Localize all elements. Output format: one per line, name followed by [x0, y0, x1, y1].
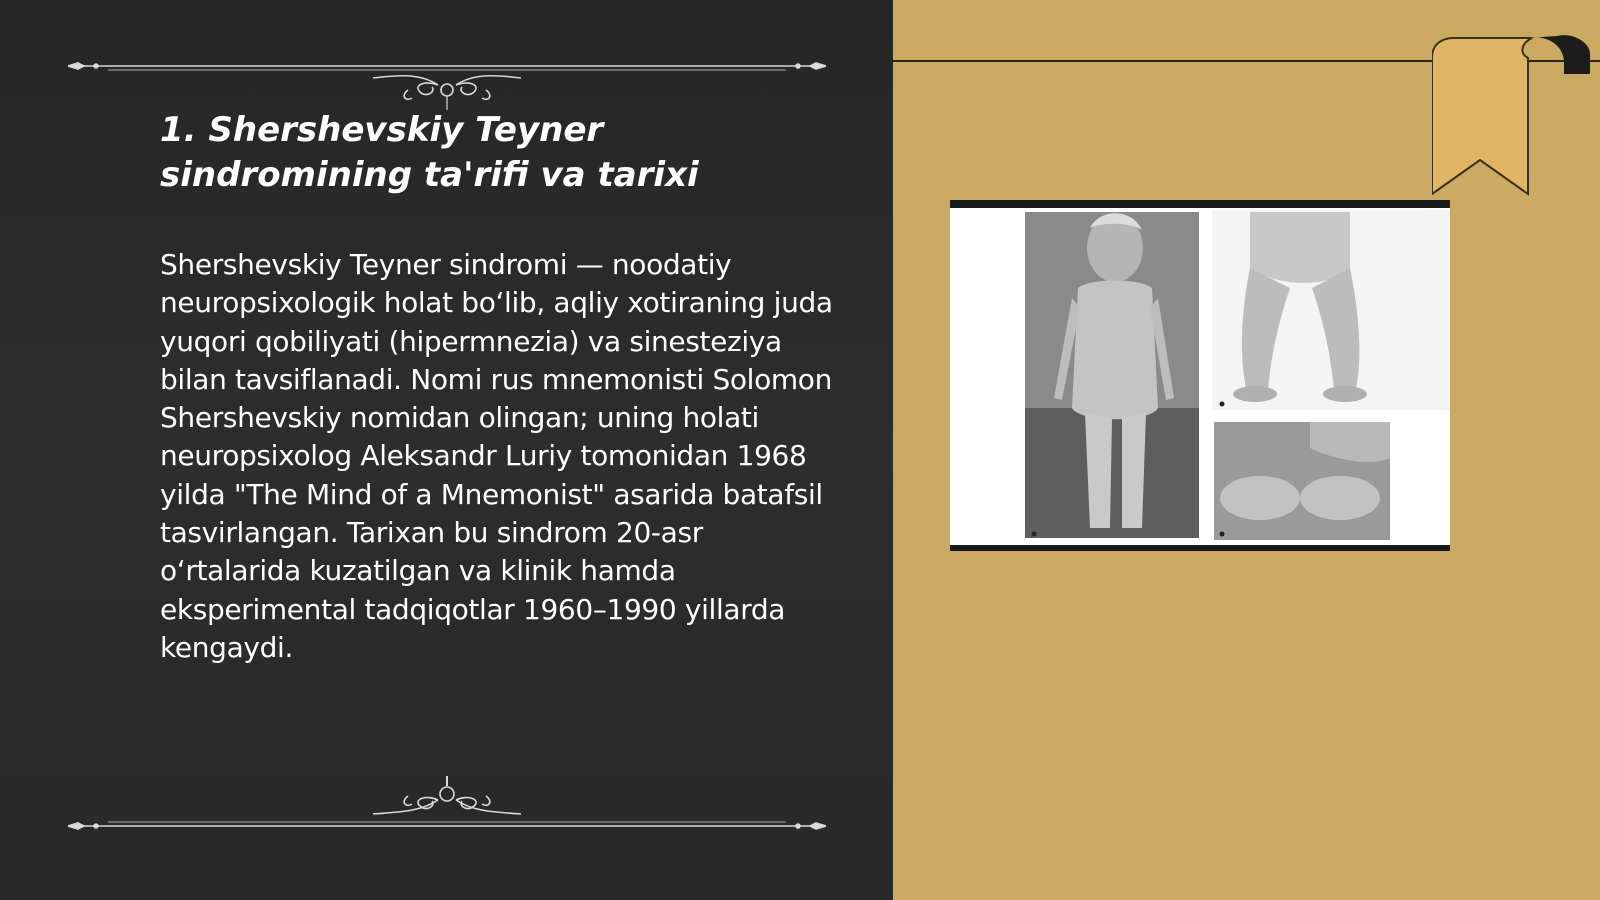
bottom-divider-ornament: [68, 770, 826, 830]
slide-body-text: Shershevskiy Teyner sindromi — noodatiy neuropsixologik holat bo‘lib, aqliy xotiraning juda yuqori qobiliyati (hipermnezia) va sinesteziya bilan tavsiflanadi. Nomi rus mnemonisti Solomon Shershevskiy nomidan olingan; uning holati neuropsixolog Aleksandr Luriy tomonidan 1968 yilda "The Mind of a Mnemonist" asarida batafsil tasvirlangan. Tarixan bu sindrom 20-asr o‘rtalarida kuzatilgan va klinik hamda eksperimental tadqiqotlar 1960–1990 yillarda kengaydi.: [160, 248, 833, 664]
medical-photo-collage: [950, 200, 1450, 551]
slide-title: 1. Shershevskiy Teyner sindromining ta'rifi va tarixi: [160, 110, 699, 195]
top-divider-ornament: [68, 52, 826, 112]
patient-photo-placeholder: [950, 208, 1450, 545]
bookmark-ribbon-icon: [1432, 34, 1600, 200]
